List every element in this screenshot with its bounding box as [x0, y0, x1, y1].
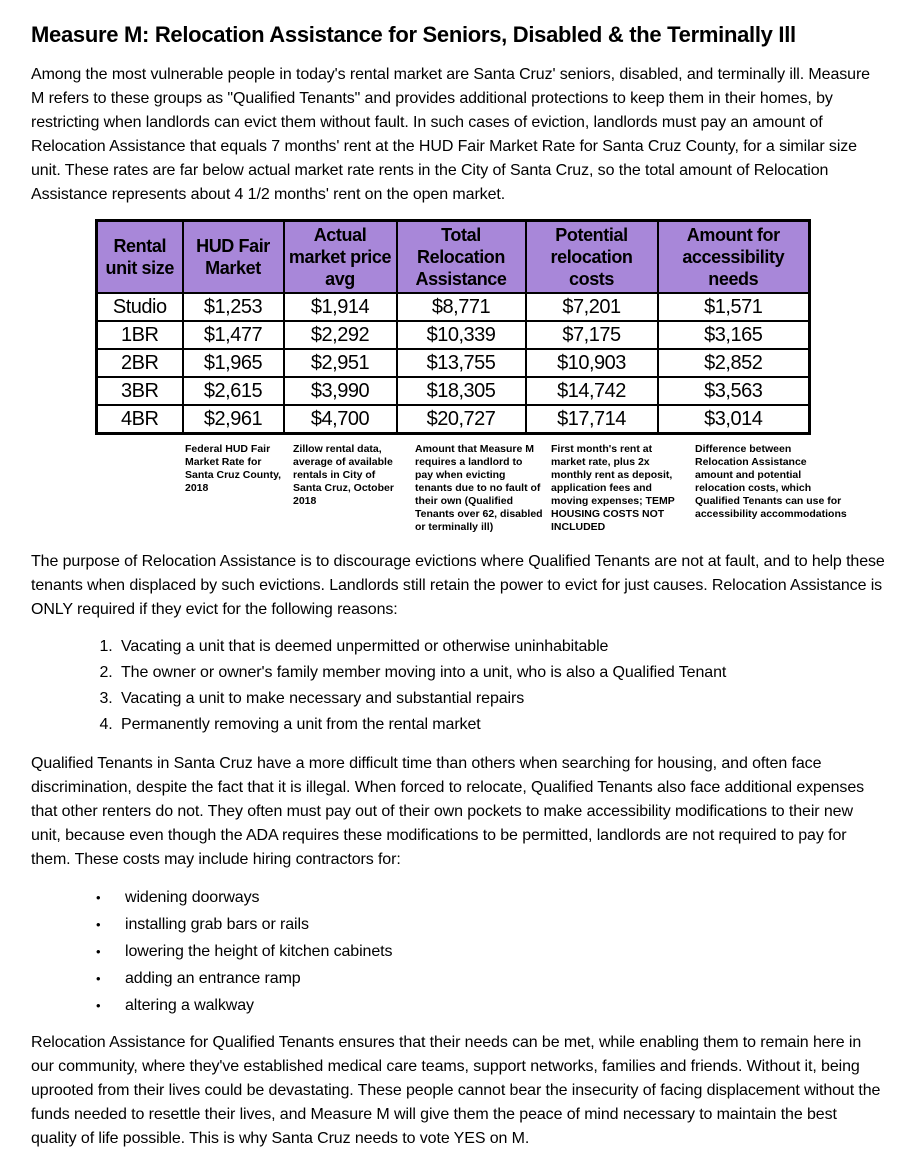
table-cell: $1,477: [183, 321, 284, 349]
eviction-reason-item: 4. Permanently removing a unit from the rental market: [117, 712, 885, 738]
qualified-tenants-paragraph: Qualified Tenants in Santa Cruz have a more difficult time than others when searching for housing, and often face discrimination, despite the fact that it is illegal. When forced to relocate, Qualified Tenants also face additional expenses that other renters do not. They often must pay out of their own pockets to make accessibility modifications to their new unit, because even though the ADA requires these modifications to be permitted, landlords are not required to pay for them. These costs may include hiring contractors for:: [31, 755, 865, 868]
contractor-costs-list: [31, 884, 885, 1019]
header-rental-unit-size: Rental unit size: [97, 221, 183, 294]
table-cell: $10,903: [526, 349, 658, 377]
table-row-3br: [97, 377, 810, 405]
contractor-cost-item: • adding an entrance ramp: [125, 965, 885, 992]
table-cell: $20,727: [397, 405, 526, 434]
eviction-reasons-list: [31, 634, 885, 738]
header-potential-costs: Potential relocation costs: [526, 221, 658, 294]
table-cell: $3,990: [284, 377, 397, 405]
table-cell: 3BR: [97, 377, 183, 405]
table-header-row: [97, 221, 810, 294]
table-footnote-relocation-costs: First month's rent at market rate, plus 2x monthly rent as deposit, application fees and moving expenses; TEMP HOUSING COSTS NOT INCLUDED: [551, 443, 675, 533]
page-title: Measure M: Relocation Assistance for Seniors, Disabled & the Terminally Ill: [31, 22, 796, 47]
table-footnote-zillow: Zillow rental data, average of available rentals in City of Santa Cruz, October 2018: [293, 443, 394, 507]
table-cell: $2,951: [284, 349, 397, 377]
table-cell: $2,852: [658, 349, 810, 377]
table-cell: $4,700: [284, 405, 397, 434]
table-cell: $1,253: [183, 293, 284, 321]
table-cell: $13,755: [397, 349, 526, 377]
table-cell: $2,292: [284, 321, 397, 349]
table-cell: 2BR: [97, 349, 183, 377]
table-cell: $1,965: [183, 349, 284, 377]
eviction-reason-item: 2. The owner or owner's family member moving into a unit, who is also a Qualified Tenant: [117, 660, 885, 686]
relocation-assistance-table: [95, 219, 811, 435]
table-cell: $7,175: [526, 321, 658, 349]
table-footnote-hud: Federal HUD Fair Market Rate for Santa Cruz County, 2018: [185, 443, 282, 494]
contractor-cost-item: • installing grab bars or rails: [125, 911, 885, 938]
contractor-cost-item: • lowering the height of kitchen cabinets: [125, 938, 885, 965]
table-cell: $7,201: [526, 293, 658, 321]
header-accessibility-amount: Amount for accessibility needs: [658, 221, 810, 294]
table-cell: $3,563: [658, 377, 810, 405]
table-cell: Studio: [97, 293, 183, 321]
contractor-cost-item: • widening doorways: [125, 884, 885, 911]
eviction-reason-item: 3. Vacating a unit to make necessary and substantial repairs: [117, 686, 885, 712]
table-row-2br: [97, 349, 810, 377]
table-cell: $18,305: [397, 377, 526, 405]
table-row-studio: [97, 293, 810, 321]
table-cell: $3,014: [658, 405, 810, 434]
table-cell: $14,742: [526, 377, 658, 405]
table-cell: $2,961: [183, 405, 284, 434]
table-cell: $10,339: [397, 321, 526, 349]
table-footnote-measure-m: Amount that Measure M requires a landlord to pay when evicting tenants due to no fault of their own (Qualified Tenants over 62, disabled or terminally ill): [415, 443, 543, 533]
table-row-4br: [97, 405, 810, 434]
header-actual-market-price: Actual market price avg: [284, 221, 397, 294]
purpose-paragraph: The purpose of Relocation Assistance is to discourage evictions where Qualified Tenants are not at fault, and to help these tenants when displaced by such evictions. Landlords still retain the power to evict for just causes. Relocation Assistance is ONLY required if they evict for the following reasons:: [31, 553, 885, 618]
table-cell: $1,914: [284, 293, 397, 321]
table-row-1br: [97, 321, 810, 349]
table-footnote-accessibility: Difference between Relocation Assistance amount and potential relocation costs, which Qualified Tenants can use for accessibility accommodations: [695, 443, 847, 520]
table-cell: $3,165: [658, 321, 810, 349]
table-cell: 1BR: [97, 321, 183, 349]
contractor-cost-item: • altering a walkway: [125, 992, 885, 1019]
closing-paragraph: Relocation Assistance for Qualified Tenants ensures that their needs can be met, while enabling them to remain here in our community, where they've established medical care teams, support networks, families and friends. Without it, being uprooted from their lives could be devastating. These people cannot bear the insecurity of facing displacement without the funds needed to resettle their lives, and Measure M will give them the peace of mind necessary to maintain the best quality of life possible. This is why Santa Cruz needs to vote YES on M.: [31, 1034, 881, 1147]
table-cell: $1,571: [658, 293, 810, 321]
table-cell: $8,771: [397, 293, 526, 321]
table-footnotes: [185, 443, 885, 534]
header-total-relocation: Total Relocation Assistance: [397, 221, 526, 294]
header-hud-fair-market: HUD Fair Market: [183, 221, 284, 294]
table-cell: 4BR: [97, 405, 183, 434]
table-cell: $2,615: [183, 377, 284, 405]
eviction-reason-item: 1. Vacating a unit that is deemed unpermitted or otherwise uninhabitable: [117, 634, 885, 660]
intro-paragraph: Among the most vulnerable people in today's rental market are Santa Cruz' seniors, disabled, and terminally ill. Measure M refers to these groups as "Qualified Tenants" and provides additional protections to keep them in their homes, by restricting when landlords can evict them without fault. In such cases of eviction, landlords must pay an amount of Relocation Assistance that equals 7 months' rent at the HUD Fair Market Rate for Santa Cruz County, for a similar size unit. These rates are far below actual market rate rents in the City of Santa Cruz, so the total amount of Relocation Assistance represents about 4 1/2 months' rent on the open market.: [31, 66, 870, 203]
table-cell: $17,714: [526, 405, 658, 434]
